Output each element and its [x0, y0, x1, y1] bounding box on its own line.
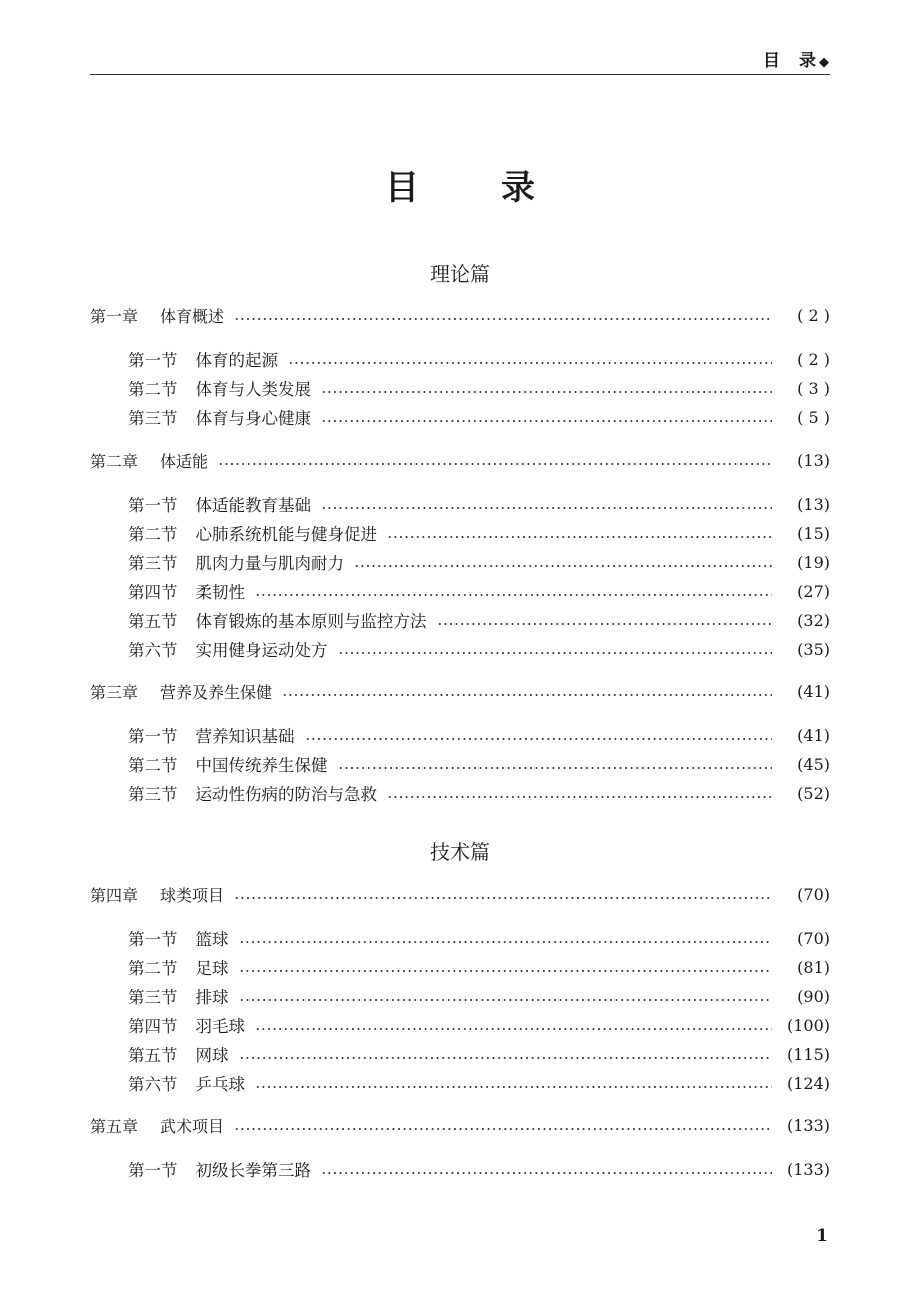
section-label — [128, 781, 377, 805]
section-label — [128, 723, 295, 747]
dot-leader — [255, 1086, 772, 1088]
section-title: 柔韧性 — [195, 583, 245, 602]
section-page: (45) — [797, 754, 830, 774]
section-page: (52) — [797, 783, 830, 803]
toc-section-entry[interactable] — [90, 520, 830, 546]
section-label — [128, 926, 229, 950]
section-title: 营养知识基础 — [195, 727, 295, 746]
dot-leader — [255, 594, 772, 596]
section-page: (27) — [797, 581, 830, 601]
section-page: (70) — [797, 928, 830, 948]
section-label — [128, 752, 328, 776]
section-number: 第六节 — [128, 641, 178, 660]
dot-leader — [321, 507, 772, 509]
section-page: (115) — [786, 1044, 830, 1064]
section-label — [128, 376, 311, 400]
section-page: (124) — [786, 1073, 830, 1093]
chapter-page: (41) — [797, 681, 830, 701]
section-label — [128, 955, 229, 979]
chapter-page: (13) — [797, 450, 830, 470]
section-label — [128, 521, 377, 545]
dot-leader — [255, 1028, 772, 1030]
section-number: 第三节 — [128, 409, 178, 428]
section-title: 排球 — [195, 988, 229, 1007]
section-title: 乒乓球 — [195, 1075, 245, 1094]
chapter-number: 第五章 — [90, 1116, 139, 1136]
section-title: 中国传统养生保健 — [195, 756, 328, 775]
toc-section-entry[interactable] — [90, 607, 830, 633]
section-label — [128, 405, 311, 429]
section-number: 第三节 — [128, 988, 178, 1007]
chapter-label — [90, 1114, 224, 1137]
dot-leader — [305, 738, 773, 740]
dot-leader — [321, 1172, 772, 1174]
dot-leader — [338, 652, 773, 654]
running-header-title — [763, 46, 830, 71]
toc-chapter-entry[interactable] — [90, 678, 830, 704]
section-number: 第四节 — [128, 583, 178, 602]
toc-section-entry[interactable] — [90, 722, 830, 748]
section-title: 篮球 — [195, 930, 229, 949]
chapter-title: 体适能 — [160, 451, 209, 471]
toc-section-entry[interactable] — [90, 983, 830, 1009]
section-label — [128, 492, 311, 516]
page-number: 1 — [816, 1226, 828, 1246]
section-title: 实用健身运动处方 — [195, 641, 328, 660]
dot-leader — [234, 318, 772, 320]
dot-leader — [239, 1057, 773, 1059]
section-label — [128, 347, 278, 371]
section-number: 第一节 — [128, 930, 178, 949]
dot-leader — [437, 623, 773, 625]
section-number: 第二节 — [128, 380, 178, 399]
part-title: 技术篇 — [430, 840, 490, 864]
chapter-title: 体育概述 — [160, 306, 225, 326]
section-label — [128, 637, 328, 661]
section-page: (35) — [797, 639, 830, 659]
chapter-label — [90, 883, 224, 906]
section-number: 第五节 — [128, 612, 178, 631]
toc-section-entry[interactable] — [90, 491, 830, 517]
toc-section-entry[interactable] — [90, 1012, 830, 1038]
section-number: 第一节 — [128, 351, 178, 370]
section-title: 运动性伤病的防治与急救 — [195, 785, 377, 804]
toc-section-entry[interactable] — [90, 1156, 830, 1182]
section-number: 第三节 — [128, 554, 178, 573]
section-title: 初级长拳第三路 — [195, 1161, 311, 1180]
section-page: (13) — [797, 494, 830, 514]
dot-leader — [387, 796, 772, 798]
toc-chapter-entry[interactable] — [90, 302, 830, 328]
section-page: (19) — [797, 552, 830, 572]
section-page: (100) — [786, 1015, 830, 1035]
section-title: 网球 — [195, 1046, 229, 1065]
section-label — [128, 550, 344, 574]
chapter-title: 武术项目 — [160, 1116, 225, 1136]
dot-leader — [387, 536, 772, 538]
dot-leader — [239, 941, 773, 943]
page-title: 目 录 — [385, 168, 559, 208]
section-label — [128, 1042, 229, 1066]
toc-section-entry[interactable] — [90, 925, 830, 951]
dot-leader — [354, 565, 772, 567]
section-number: 第五节 — [128, 1046, 178, 1065]
section-number: 第六节 — [128, 1075, 178, 1094]
section-label — [128, 1013, 245, 1037]
section-page: ( 3 ) — [797, 378, 830, 398]
dot-leader — [234, 897, 772, 899]
section-title: 体育与身心健康 — [195, 409, 311, 428]
dot-leader — [218, 463, 772, 465]
section-page: (41) — [797, 725, 830, 745]
section-page: (90) — [797, 986, 830, 1006]
section-page: (32) — [797, 610, 830, 630]
toc-section-entry[interactable] — [90, 1041, 830, 1067]
toc-chapter-entry[interactable] — [90, 881, 830, 907]
chapter-label — [90, 449, 208, 472]
toc-section-entry[interactable] — [90, 636, 830, 662]
toc-section-entry[interactable] — [90, 954, 830, 980]
section-label — [128, 984, 229, 1008]
section-title: 体育的起源 — [195, 351, 278, 370]
chapter-page: ( 2 ) — [797, 305, 830, 325]
section-page: ( 5 ) — [797, 407, 830, 427]
toc-section-entry[interactable] — [90, 751, 830, 777]
section-label — [128, 1157, 311, 1181]
section-page: ( 2 ) — [797, 349, 830, 369]
section-title: 肌肉力量与肌肉耐力 — [195, 554, 344, 573]
section-number: 第一节 — [128, 496, 178, 515]
running-header-text: 目 录 — [763, 51, 817, 71]
section-page: (81) — [797, 957, 830, 977]
chapter-title: 营养及养生保健 — [160, 682, 273, 702]
section-number: 第一节 — [128, 1161, 178, 1180]
dot-leader — [321, 420, 772, 422]
dot-leader — [282, 694, 772, 696]
toc-section-entry[interactable] — [90, 375, 830, 401]
chapter-page: (70) — [797, 884, 830, 904]
section-label — [128, 1071, 245, 1095]
chapter-number: 第二章 — [90, 451, 139, 471]
dot-leader — [321, 391, 772, 393]
section-title: 心肺系统机能与健身促进 — [195, 525, 377, 544]
toc-section-entry[interactable] — [90, 578, 830, 604]
toc-chapter-entry[interactable] — [90, 447, 830, 473]
toc-section-entry[interactable] — [90, 549, 830, 575]
section-number: 第二节 — [128, 959, 178, 978]
chapter-number: 第四章 — [90, 885, 139, 905]
toc-section-entry[interactable] — [90, 346, 830, 372]
section-label — [128, 579, 245, 603]
section-number: 第四节 — [128, 1017, 178, 1036]
section-label — [128, 608, 427, 632]
chapter-title: 球类项目 — [160, 885, 225, 905]
section-title: 体育锻炼的基本原则与监控方法 — [195, 612, 427, 631]
section-number: 第二节 — [128, 525, 178, 544]
section-title: 羽毛球 — [195, 1017, 245, 1036]
chapter-page: (133) — [786, 1115, 830, 1135]
dot-leader — [234, 1128, 772, 1130]
chapter-number: 第三章 — [90, 682, 139, 702]
diamond-icon: ◆ — [819, 55, 830, 70]
section-page: (15) — [797, 523, 830, 543]
dot-leader — [338, 767, 773, 769]
section-title: 体育与人类发展 — [195, 380, 311, 399]
part-title: 理论篇 — [430, 262, 490, 286]
chapter-number: 第一章 — [90, 306, 139, 326]
toc-chapter-entry[interactable] — [90, 1112, 830, 1138]
dot-leader — [239, 999, 773, 1001]
dot-leader — [288, 362, 772, 364]
toc-section-entry[interactable] — [90, 780, 830, 806]
section-page: (133) — [786, 1159, 830, 1179]
chapter-label — [90, 680, 272, 703]
section-number: 第一节 — [128, 727, 178, 746]
section-title: 体适能教育基础 — [195, 496, 311, 515]
running-header — [90, 44, 830, 75]
toc-section-entry[interactable] — [90, 404, 830, 430]
section-number: 第三节 — [128, 785, 178, 804]
chapter-label — [90, 304, 224, 327]
section-title: 足球 — [195, 959, 229, 978]
dot-leader — [239, 970, 773, 972]
section-number: 第二节 — [128, 756, 178, 775]
toc-section-entry[interactable] — [90, 1070, 830, 1096]
